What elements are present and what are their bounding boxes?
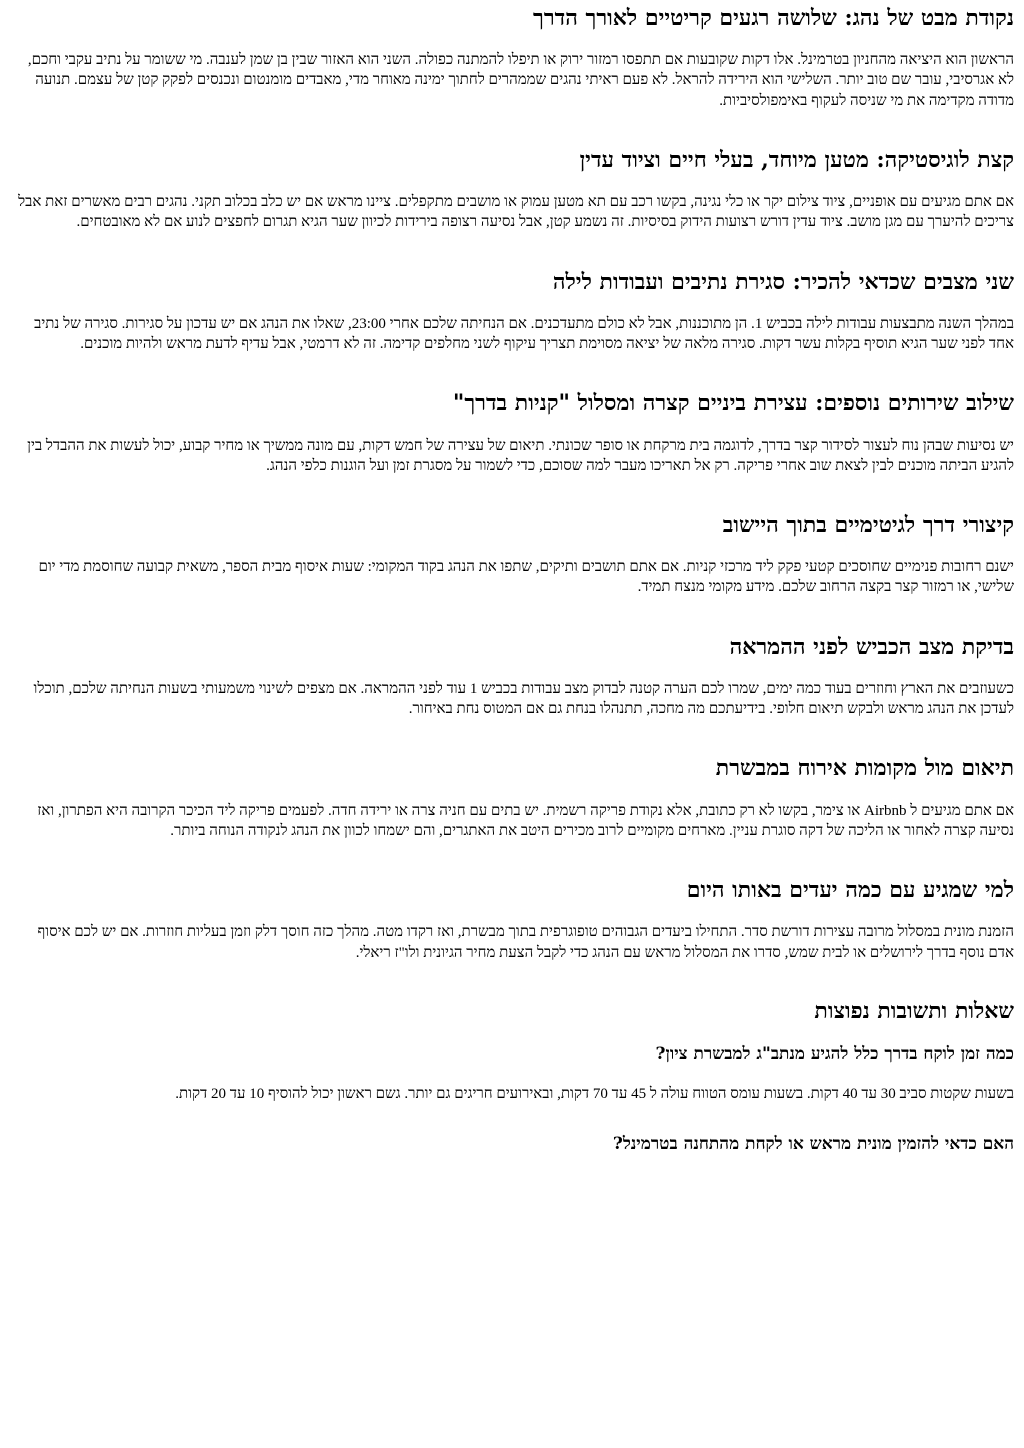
section-body-road-check: כשעוזבים את הארץ וחוזרים בעוד כמה ימים, שמרו לכם הערה קטנה לבדוק מצב עבודות בכביש 1 עוד לפני ההמראה. אם מצפים לשינוי משמעותי בשעות הנחיתה שלכם, תוכלו לעדכן את הנהג מראש ולבקש תיאום חלופי. בידיעתכם מה מחכה, תתנהלו בנחת גם אם המטוס נחת באיחור. xyxy=(33,680,1014,718)
section-body-extra-services: יש נסיעות שבהן נוח לעצור לסידור קצר בדרך, לדוגמה בית מרקחת או סופר שכונתי. תיאום של עצירה של חמש דקות, עם מונה ממשיך או מחיר קבוע, יכול לעשות את ההבדל בין להגיע הביתה מוכנים לבין לצאת שוב אחרי פריקה. רק אל תאריכו מעבר למה שסוכם, כדי לשמור על מסגרת זמן ועל הוגנות כלפי הנהג. xyxy=(27,437,1014,474)
section-body-multiple-destinations: הזמנת מונית במסלול מרובה עצירות דורשת סדר. התחילו ביעדים הגבוהים טופוגרפית בתוך מבשרת, ואז רקדו מטה. מהלך כזה חוסך דלק וזמן בעליות חוזרות. אם יש לכם איסוף אדם נוסף בדרך לירושלים או לבית שמש, סדרו את המסלול מראש עם הנהג כדי לקבל הצעת מחיר הגיונית ולו"ז ריאלי. xyxy=(37,924,1014,961)
section-body-lane-closures: במהלך השנה מתבצעות עבודות לילה בכביש 1. הן מתוכננות, אבל לא כולם מתעדכנים. אם הנחיתה שלכם אחרי 23:00, שאלו את הנהג אם יש עדכון על סגירות. סגירה של נתיב אחד לפני שער הגיא תוסיף בקלות עשר דקות. סגירה מלאה של יציאה מסוימת תצריך עיקוף לשני מחלפים קדימה. זה לא דרמטי, אבל עדיף לדעת מראש ולהיות מוכנים. xyxy=(34,315,1014,353)
section-body-logistics: אם אתם מגיעים עם אופניים, ציוד צילום יקר או כלי נגינה, בקשו רכב עם תא מטען עמוק או מושבים מתקפלים. ציינו מראש אם יש כלב בכלוב תקני. נהגים רבים מאשרים זאת אבל צריכים להיערך עם מגן מושב. ציוד עדין דורש רצועות הידוק בסיסיות. זה נשמע קטן, אבל נסיעה רצופה בירידות לכיוון שער הגיא תגרום לחפצים לנוע אם לא מאובטחים. xyxy=(18,194,1014,231)
section-title-extra-services: שילוב שירותים נוספים: עצירת ביניים קצרה ומסלול "קניות בדרך" xyxy=(452,390,1014,417)
faq-answer: בשעות שקטות סביב 30 עד 40 דקות. בשעות עומס הטווח עולה ל 45 עד 70 דקות, ובאירועים חריגים גם יותר. גשם ראשון יכול להוסיף 10 עד 20 דקות. xyxy=(175,1085,1014,1102)
section-title-logistics: קצת לוגיסטיקה: מטען מיוחד, בעלי חיים וציוד עדין xyxy=(579,146,1014,173)
section-title-lane-closures: שני מצבים שכדאי להכיר: סגירת נתיבים ועבודות לילה xyxy=(552,268,1014,295)
section-title-shortcuts: קיצורי דרך לגיטימיים בתוך היישוב xyxy=(722,512,1014,538)
faq-title: שאלות ותשובות נפוצות xyxy=(814,997,1014,1024)
section-body-driver-perspective: הראשון הוא היציאה מהחניון בטרמינל. אלו דקות שקובעות אם תתפסו רמזור ירוק או תיפלו להמתנה כפולה. השני הוא האזור שבין בן שמן לענבה. מי ששומר על נתיב עקבי וחכם, לא אגרסיבי, עובר שם טוב יותר. השלישי הוא הירידה להראל. לא פעם ראיתי נהגים שממהרים לחתוך ימינה מאוחר מדי, מאבדים מומנטום ונכנסים לפקק קטן של עצמם. תנועה מדודה מקדימה את מי שניסה לעקוף באימפולסיביות. xyxy=(27,52,1014,109)
faq-question: האם כדאי להזמין מונית מראש או לקחת מהתחנה בטרמינל? xyxy=(612,1134,1014,1154)
section-body-lodging: אם אתם מגיעים ל Airbnb או צימר, בקשו לא רק כתובת, אלא נקודת פריקה רשמית. יש בתים עם חניה צרה או ירידה חדה. לפעמים פריקה ליד הכיכר הקרובה היא הפתרון, ואז נסיעה קצרה לאחור או הליכה של דקה סוגרת עניין. מארחים מקומיים לרוב מכירים היטב את האתגרים, והם ישמחו לכוון את הנהג לנקודה הנוחה ביותר. xyxy=(37,802,1014,839)
faq-question: כמה זמן לוקח בדרך כלל להגיע מנתב"ג למבשרת ציון? xyxy=(655,1043,1014,1064)
section-title-lodging: תיאום מול מקומות אירוח במבשרת xyxy=(715,755,1014,782)
section-title-road-check: בדיקת מצב הכביש לפני ההמראה xyxy=(729,633,1014,660)
section-title-multiple-destinations: למי שמגיע עם כמה יעדים באותו היום xyxy=(686,877,1014,904)
section-title-driver-perspective: נקודת מבט של נהג: שלושה רגעים קריטיים לאורך הדרך xyxy=(533,5,1014,31)
section-body-shortcuts: ישנם רחובות פנימיים שחוסכים קטעי פקק ליד מרכזי קניות. אם אתם תושבים ותיקים, שתפו את הנהג בקוד המקומי: שעות איסוף מבית הספר, משאית קבועה שחוסמת מדי יום שלישי, או רמזור קצר בקצה הרחוב שלכם. מידע מקומי מנצח תמיד. xyxy=(38,559,1014,596)
